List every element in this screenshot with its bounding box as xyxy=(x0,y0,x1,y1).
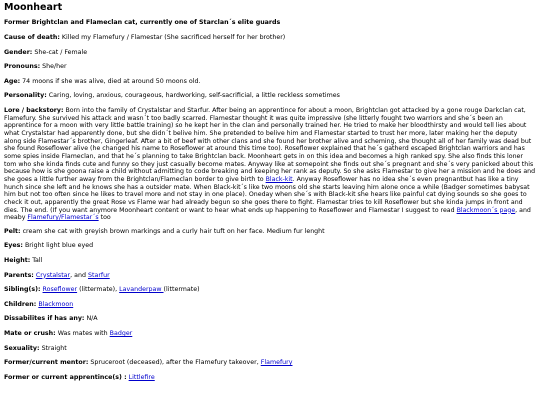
personality-label: Personality: xyxy=(4,92,47,100)
sexuality-value: Straight xyxy=(39,344,67,352)
apprentice-label: Former or current apprentince(s) : xyxy=(4,373,127,381)
age-row xyxy=(4,78,536,86)
gender-label: Gender: xyxy=(4,48,33,56)
page-title: Moonheart xyxy=(4,2,63,13)
lore-paragraph xyxy=(4,107,536,222)
eyes-label: Eyes: xyxy=(4,242,23,250)
mentor-label: Former/current mentor: xyxy=(4,359,89,367)
cause-of-death-row xyxy=(4,34,536,42)
siblings-label: Sibling(s): xyxy=(4,286,41,294)
black-kit-link[interactable]: Black-kit xyxy=(265,175,293,183)
apprentice-row xyxy=(4,374,536,382)
personality-row xyxy=(4,92,536,100)
parents-row xyxy=(4,272,536,280)
mate-value: Was mates with xyxy=(55,329,110,337)
parents-separator: , and xyxy=(70,271,88,279)
disabilities-value: N/A xyxy=(84,315,98,323)
lore-label: Lore / backstory: xyxy=(4,106,64,114)
pronouns-row xyxy=(4,63,536,71)
gender-row xyxy=(4,49,536,57)
disabilities-label: Dissabilites if has any: xyxy=(4,315,85,323)
sexuality-row xyxy=(4,345,536,353)
lavanderpaw-link[interactable]: Lavanderpaw xyxy=(119,286,164,294)
siblings-row xyxy=(4,286,536,294)
pronouns-value: She/her xyxy=(40,63,67,71)
siblings-middle-text: (littermate), xyxy=(77,286,120,294)
mate-label: Mate or crush: xyxy=(4,329,56,337)
height-row xyxy=(4,257,536,265)
parents-label: Parents: xyxy=(4,271,34,279)
starfur-link[interactable]: Starfur xyxy=(88,271,110,279)
siblings-end-text: (littermate) xyxy=(163,286,200,294)
page-subtitle: Former Brightclan and Flameclan cat, currently one of Starclan´s elite guards xyxy=(4,19,281,26)
pelt-label: Pelt: xyxy=(4,227,21,235)
cause-of-death-value: Killed my Flamefury / Flamestar (She sacrificed herself for her brother) xyxy=(59,34,286,41)
crystalstar-link[interactable]: Crystalstar xyxy=(35,271,71,279)
roseflower-link[interactable]: Roseflower xyxy=(42,286,78,294)
personality-value: Caring, loving, anxious, courageous, hardworking, self-sacrificial, a little reckless sometimes xyxy=(46,92,340,100)
flamefury-mentor-link[interactable]: Flamefury xyxy=(260,359,293,367)
age-value: 74 moons if she was alive, died at around 50 moons old. xyxy=(20,77,201,85)
eyes-value: Bright light blue eyed xyxy=(22,242,94,250)
littlefire-link[interactable]: Littlefire xyxy=(128,373,155,381)
height-label: Height: xyxy=(4,257,31,264)
mate-row xyxy=(4,330,536,338)
lore-text-3: , and meaby xyxy=(4,206,531,222)
pronouns-label: Pronouns: xyxy=(4,63,41,71)
lore-text-4: too xyxy=(98,214,111,222)
gender-value: She-cat / Female xyxy=(32,48,88,56)
lore-text-2: . Anyway Roseflower has no idea she´s even pregnantbut has like a tiny hunch since she left and he knows she has a outsider mate. When Black-kit´s like two moons old she starts leaving him alone once a while (Badger sometimes babysat him but not too often since he likes to travel more and not stay in one place). Oneday when she´s with Black-kit she hears like painful cat dying sounds so she goes to check it out, apparently the great Rose vs Flame war had already begun so she goes there to fight. Flamestar tries to kill Roseflower but she kinda jumps in front and dies. The end. (If you want anymore Moonheart content or want to hear what ends up happening to Roseflower and Flamestar I suggest to read xyxy=(4,175,530,214)
height-value: Tall xyxy=(30,257,43,264)
lore-text-1: Born into the family of Crystalstar and Starfur. After being an apprentince for about a moon, Brightclan got attacked by a gone rouge Darkclan cat, Flamefury. She survived his attack and wasn´t too badly scarred. Flamestar thought it was quite impressive (she litterly fought two warriors and she´s been an apprentince for a moon with very little battle training) so he kept her in the clan and personally trained her. He tried to make her bloodthirsty and would tell lies about what Crystalstar had apparently done, but she didn´t belive him. She pretended to belive him and Flamestar started to trust her more, later making her the deputy along side Flamestar´s brother, Gingerleaf. After a bit of beef with other clans and she found her brother alive and scheming, she thought all of her family was dead but she found Roseflower alive (he changed his name to Roseflower at around this time too). Roseflower explained that he´s gatherd escaped Brightclan warriors and has some spies inside Flameclan, and that he´s planning to take Brightclan back. Moonheart gets in on this idea and becomes a high ranked spy. She also finds this loner tom who she kinda finds cute and funny so they just casually become mates. Anyway like at somepoint she finds out she´s pregnant and she´s very panicked about this because how is she goona raise a child without admitting to code breaking and keeping her rank as deputy. So she asks Flamestar to give her a mission and he does and she goes a little further away from the Brightclan/Flameclan border to give birth to xyxy=(4,106,536,183)
mentor-row xyxy=(4,359,536,367)
blackmoon-page-link[interactable]: Blackmoon´s page xyxy=(456,206,516,214)
disabilities-row xyxy=(4,315,536,323)
pelt-value: cream she cat with greyish brown markings and a curly hair tuft on her face. Medium fur lenght xyxy=(20,227,325,235)
children-row xyxy=(4,301,536,309)
age-label: Age: xyxy=(4,77,21,85)
eyes-row xyxy=(4,242,536,250)
blackmoon-link[interactable]: Blackmoon xyxy=(38,300,74,308)
sexuality-label: Sexuality: xyxy=(4,344,40,352)
cause-of-death-label: Cause of death: xyxy=(4,34,60,41)
mentor-value: Spruceroot (deceased), after the Flamefury takeover, xyxy=(88,359,261,367)
flamefury-page-link[interactable]: Flamefury/Flamestar´s xyxy=(27,214,99,222)
pelt-row xyxy=(4,228,536,236)
children-label: Children: xyxy=(4,300,37,308)
badger-link[interactable]: Badger xyxy=(109,329,133,337)
